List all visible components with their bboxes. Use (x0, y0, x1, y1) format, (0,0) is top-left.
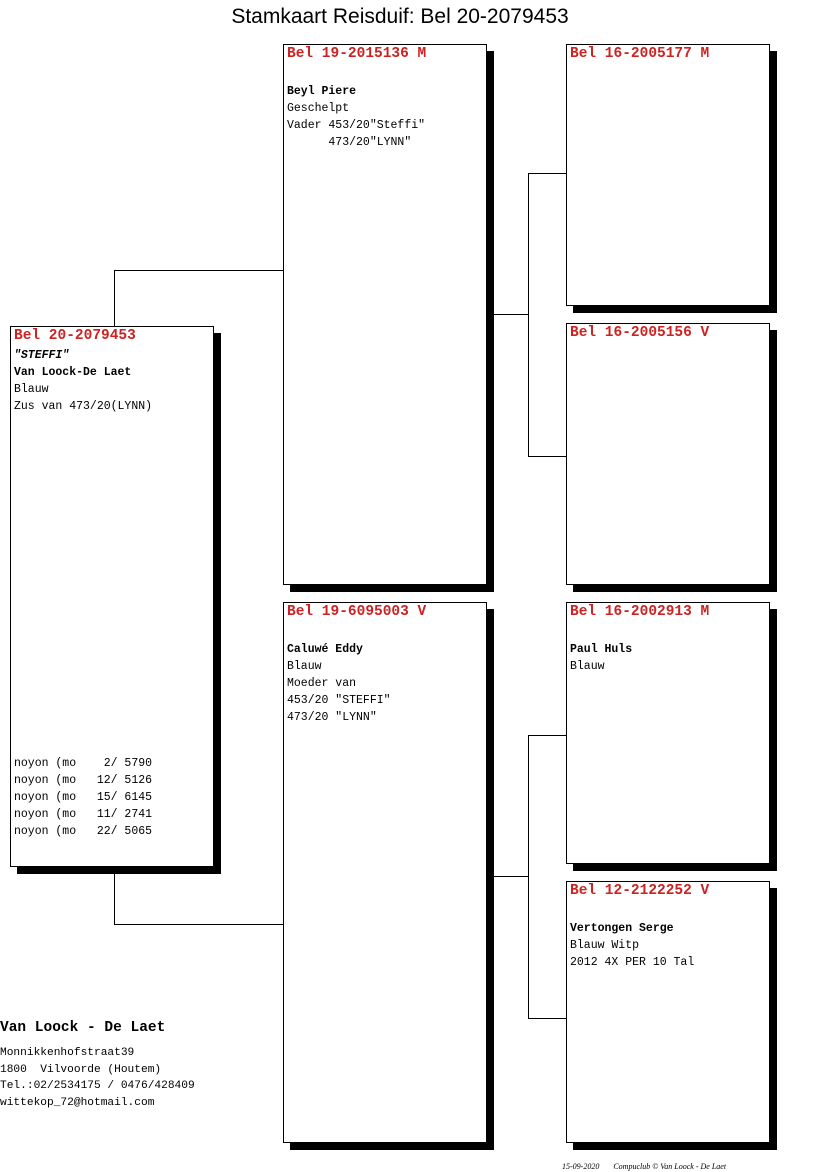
owner-address: Monnikkenhofstraat39 (0, 1047, 135, 1059)
detail-line: 473/20"LYNN" (287, 136, 412, 149)
connector-mother-mm (528, 1018, 567, 1019)
connector-mother-mf (528, 735, 567, 736)
connector-father-ff (528, 173, 567, 174)
connector-father-out (494, 314, 528, 315)
detail-line: Van Loock-De Laet (14, 366, 132, 379)
race-results (14, 755, 152, 840)
race-result-line: noyon (mo 2/ 5790 (14, 757, 153, 770)
owner-city: 1800 Vilvoorde (Houtem) (0, 1063, 162, 1076)
detail-line: Vertongen Serge (570, 922, 674, 935)
detail-line: Beyl Piere (287, 85, 357, 98)
pigeon-details (287, 641, 391, 726)
pigeon-details (570, 641, 632, 675)
ring-number: Bel 16-2005177 M (570, 46, 710, 62)
detail-line: 453/20 "STEFFI" (287, 694, 391, 707)
detail-line: 2012 4X PER 10 Tal (570, 956, 695, 969)
detail-line: 473/20 "LYNN" (287, 711, 377, 724)
ring-number: Bel 16-2005156 V (570, 325, 710, 341)
footer (558, 1153, 740, 1171)
detail-line: Vader 453/20"Steffi" (287, 119, 426, 132)
page-title: Stamkaart Reisduif: Bel 20-2079453 (231, 5, 569, 28)
print-date: 15-09-2020 (562, 1162, 600, 1171)
detail-line: Zus van 473/20(LYNN) (14, 400, 153, 413)
race-result-line: noyon (mo 11/ 2741 (14, 808, 153, 821)
pigeon-card-father-mother (566, 323, 770, 585)
pigeon-details (287, 83, 425, 151)
race-result-line: noyon (mo 15/ 6145 (14, 791, 153, 804)
ring-number: Bel 20-2079453 (14, 328, 136, 344)
pigeon-card-mother-father (566, 602, 770, 864)
connector-subject-down (114, 873, 115, 924)
ring-number: Bel 16-2002913 M (570, 604, 710, 620)
footer-credit: Compuclub © Van Loock - De Laet (613, 1162, 727, 1171)
pigeon-card-mother (283, 602, 487, 1143)
pigeon-card-subject (10, 326, 214, 867)
detail-line: Geschelpt (287, 102, 350, 115)
detail-line: Blauw (14, 383, 49, 396)
connector-subject-up (114, 270, 115, 328)
connector-father-fm (528, 456, 567, 457)
connector-father-vertical (528, 173, 529, 456)
connector-subject-mother (114, 924, 284, 925)
ring-number: Bel 12-2122252 V (570, 883, 710, 899)
detail-line: "STEFFI" (14, 349, 70, 362)
race-result-line: noyon (mo 22/ 5065 (14, 825, 153, 838)
pigeon-card-father-father (566, 44, 770, 306)
connector-mother-out (494, 876, 528, 877)
detail-line: Blauw (287, 660, 322, 673)
detail-line: Caluwé Eddy (287, 643, 363, 656)
owner-email: wittekop_72@hotmail.com (0, 1096, 155, 1109)
pigeon-details (570, 920, 694, 971)
ring-number: Bel 19-6095003 V (287, 604, 427, 620)
connector-mother-vertical (528, 735, 529, 1018)
detail-line: Blauw Witp (570, 939, 640, 952)
owner-block (0, 1019, 195, 1111)
race-result-line: noyon (mo 12/ 5126 (14, 774, 153, 787)
ring-number: Bel 19-2015136 M (287, 46, 427, 62)
detail-line: Moeder van (287, 677, 357, 690)
detail-line: Blauw (570, 660, 605, 673)
pigeon-card-mother-mother (566, 881, 770, 1143)
connector-subject-father (114, 270, 284, 271)
detail-line: Paul Huls (570, 643, 633, 656)
pigeon-details (14, 347, 152, 415)
pigeon-card-father (283, 44, 487, 585)
owner-name: Van Loock - De Laet (0, 1020, 166, 1036)
owner-phone: Tel.:02/2534175 / 0476/428409 (0, 1080, 195, 1092)
